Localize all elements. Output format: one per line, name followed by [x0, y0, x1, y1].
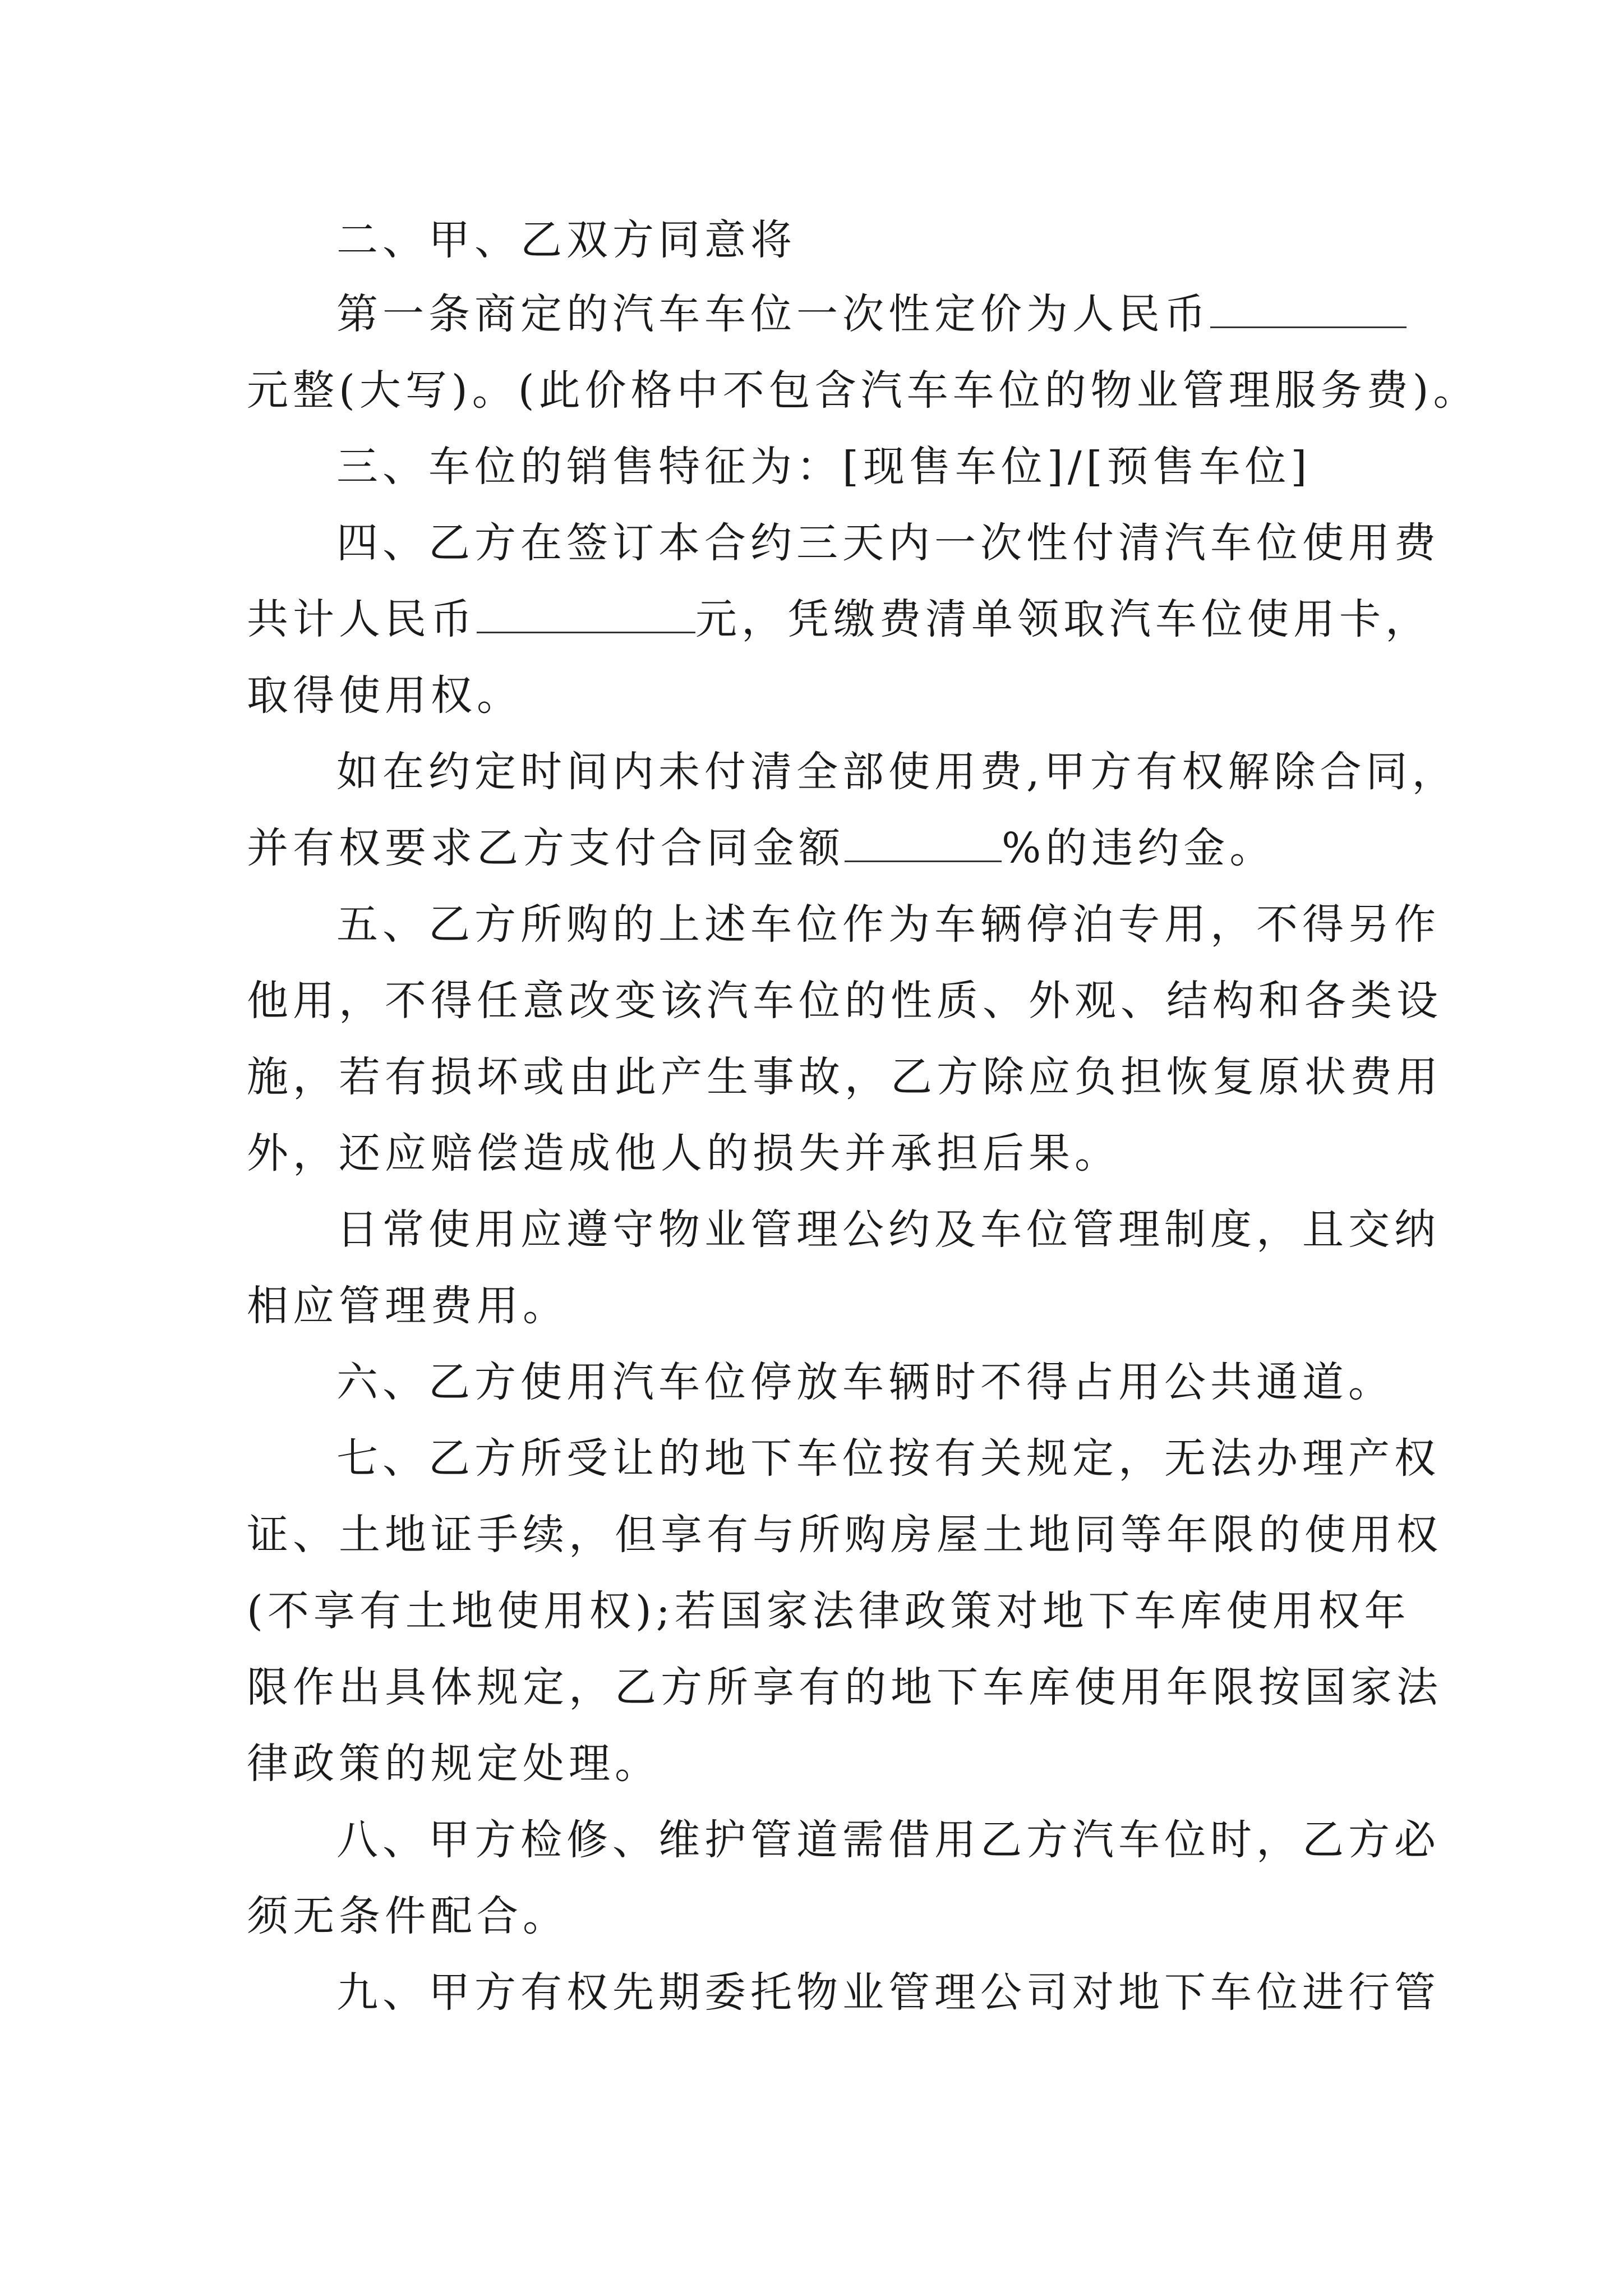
clause-5-line-3: 施，若有损坏或由此产生事故，乙方除应负担恢复原状费用	[247, 1053, 1442, 1101]
clause-9-line-1: 九、甲方有权先期委托物业管理公司对地下车位进行管	[336, 1968, 1440, 2017]
text-run: 元，凭缴费清单领取汽车位使用卡，	[695, 595, 1431, 643]
clause-5-line-2: 他用，不得任意改变该汽车位的性质、外观、结构和各类设	[247, 977, 1442, 1025]
clause-2-intro: 二、甲、乙双方同意将	[336, 216, 796, 264]
clause-3-sales: 三、车位的销售特征为：[现售车位]/[预售车位]	[336, 443, 1312, 491]
clause-8-line-1: 八、甲方检修、维护管道需借用乙方汽车位时，乙方必	[336, 1816, 1440, 1864]
clause-4-right: 取得使用权。	[247, 671, 523, 720]
clause-7-line-5: 律政策的规定处理。	[247, 1740, 661, 1788]
clause-7-line-4: 限作出具体规定，乙方所享有的地下车库使用年限按国家法	[247, 1663, 1442, 1711]
clause-4-amount	[247, 592, 1431, 646]
clause-8-line-2: 须无条件配合。	[247, 1892, 569, 1940]
clause-7-line-1: 七、乙方所受让的地下车位按有关规定，无法办理产权	[336, 1434, 1440, 1483]
usage-rules-line-1: 日常使用应遵守物业管理公约及车位管理制度，且交纳	[336, 1205, 1440, 1254]
price-note: 元整(大写)。(此价格中不包含汽车车位的物业管理服务费)。	[247, 366, 1479, 415]
default-clause: 如在约定时间内未付清全部使用费,甲方有权解除合同，	[336, 748, 1458, 796]
price-blank[interactable]	[1210, 293, 1407, 328]
clause-1-price	[336, 287, 1407, 341]
percent-blank[interactable]	[845, 827, 1002, 862]
text-run: 共计人民币	[247, 595, 477, 643]
clause-5-line-4: 外，还应赔偿造成他人的损失并承担后果。	[247, 1129, 1121, 1177]
usage-rules-line-2: 相应管理费用。	[247, 1282, 569, 1330]
clause-7-line-2: 证、土地证手续，但享有与所购房屋土地同等年限的使用权	[247, 1511, 1442, 1559]
text-run: 第一条商定的汽车车位一次性定价为人民币	[336, 290, 1210, 338]
text-run: %的违约金。	[1002, 824, 1276, 872]
clause-4-payment: 四、乙方在签订本合约三天内一次性付清汽车位使用费	[336, 519, 1440, 567]
penalty-clause	[247, 821, 1275, 875]
clause-7-line-3: (不享有土地使用权);若国家法律政策对地下车库使用权年	[247, 1587, 1410, 1635]
amount-blank[interactable]	[477, 598, 695, 633]
clause-5-line-1: 五、乙方所购的上述车位作为车辆停泊专用，不得另作	[336, 900, 1440, 949]
clause-6: 六、乙方使用汽车位停放车辆时不得占用公共通道。	[336, 1358, 1394, 1406]
text-run: 并有权要求乙方支付合同金额	[247, 824, 845, 872]
